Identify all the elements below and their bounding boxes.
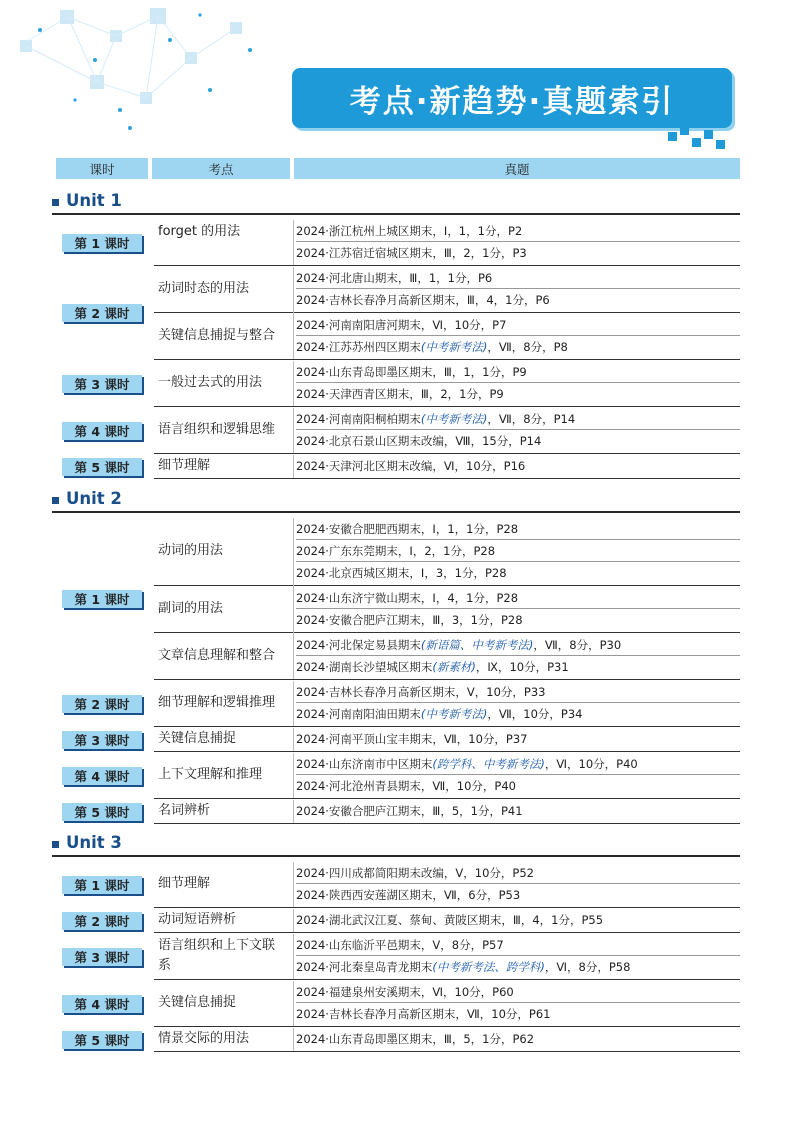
- lesson-badge: 第 3 课时: [62, 375, 142, 393]
- key-point: 名词辨析: [158, 803, 211, 818]
- lesson-badge: 第 2 课时: [62, 912, 142, 930]
- column-divider: [293, 518, 294, 679]
- source-text: ，Ⅶ，10分，P34: [487, 707, 583, 721]
- exam-source: [296, 659, 569, 675]
- source-tag: (中考新考法、跨学科): [432, 960, 545, 974]
- source-text: 2024·江苏苏州四区期末: [296, 340, 421, 354]
- key-point: 动词短语辨析: [158, 912, 237, 927]
- key-point: 细节理解: [158, 458, 211, 473]
- column-header-lesson: 课时: [56, 158, 148, 179]
- row-divider: [296, 241, 740, 242]
- source-tag: (跨学科、中考新考法): [432, 757, 545, 771]
- exam-source: 2024·北京石景山区期末改编，Ⅷ，15分，P14: [296, 434, 542, 448]
- source-text: 2024·河南南阳桐柏期末: [296, 412, 421, 426]
- column-divider: [293, 1028, 294, 1051]
- column-divider: [293, 408, 294, 453]
- point-divider: [154, 478, 740, 479]
- unit-header: [52, 190, 740, 216]
- exam-source: [296, 411, 575, 427]
- source-tag: (新素材): [432, 660, 476, 674]
- key-point: 上下文理解和推理: [158, 767, 263, 782]
- key-point: 副词的用法: [158, 601, 224, 616]
- source-text: 2024·河北秦皇岛青龙期末: [296, 960, 433, 974]
- exam-source: [296, 756, 638, 772]
- lesson-badge: 第 5 课时: [62, 803, 142, 821]
- source-text: ，Ⅵ，10分，P40: [544, 757, 638, 771]
- column-header-source: 真题: [294, 158, 740, 179]
- exam-source: 2024·河北沧州青县期末，Ⅶ，10分，P40: [296, 779, 516, 793]
- decorative-dot-network: [0, 0, 300, 140]
- unit-rule: [52, 855, 740, 857]
- source-text: 2024·湖南长沙望城区期末: [296, 660, 433, 674]
- column-divider: [293, 753, 294, 798]
- column-divider: [293, 681, 294, 726]
- row-divider: [296, 335, 740, 336]
- exam-source: 2024·广东东莞期末，Ⅰ，2，1分，P28: [296, 544, 496, 558]
- exam-source: 2024·吉林长春净月高新区期末，Ⅲ，4，1分，P6: [296, 293, 550, 307]
- key-point: 动词时态的用法: [158, 281, 250, 296]
- source-tag: (中考新考法): [420, 412, 488, 426]
- key-point: 语言组织和逻辑思维: [158, 422, 276, 437]
- column-divider: [293, 220, 294, 265]
- row-divider: [296, 539, 740, 540]
- exam-source: [296, 339, 568, 355]
- exam-source: 2024·河南平顶山宝丰期末，Ⅶ，10分，P37: [296, 732, 528, 746]
- exam-source: 2024·山东临沂平邑期末，Ⅴ，8分，P57: [296, 938, 504, 952]
- key-point: 细节理解: [158, 876, 211, 891]
- column-divider: [293, 267, 294, 359]
- point-divider: [154, 632, 740, 633]
- exam-source: 2024·天津河北区期末改编，Ⅵ，10分，P16: [296, 459, 526, 473]
- exam-source: 2024·安徽合肥庐江期末，Ⅲ，5，1分，P41: [296, 804, 523, 818]
- column-divider: [293, 934, 294, 979]
- exam-source: 2024·河南南阳唐河期末，Ⅵ，10分，P7: [296, 318, 507, 332]
- key-point: 动词的用法: [158, 543, 224, 558]
- column-divider: [293, 800, 294, 823]
- row-divider: [296, 1002, 740, 1003]
- row-divider: [296, 382, 740, 383]
- row-divider: [296, 655, 740, 656]
- source-text: ，Ⅶ，8分，P8: [487, 340, 568, 354]
- lesson-badge: 第 5 课时: [62, 458, 142, 476]
- exam-source: 2024·浙江杭州上城区期末，Ⅰ，1，1分，P2: [296, 224, 523, 238]
- key-point: 一般过去式的用法: [158, 375, 263, 390]
- source-text: ，Ⅸ，10分，P31: [475, 660, 569, 674]
- lesson-badge: 第 3 课时: [62, 948, 142, 966]
- lesson-badge: 第 4 课时: [62, 995, 142, 1013]
- point-divider: [154, 265, 740, 266]
- row-divider: [296, 429, 740, 430]
- column-divider: [293, 981, 294, 1026]
- point-divider: [154, 453, 740, 454]
- row-divider: [296, 288, 740, 289]
- unit-marker-icon: [52, 841, 59, 848]
- exam-source: [296, 959, 630, 975]
- lesson-badge: 第 2 课时: [62, 304, 142, 322]
- key-point: 关键信息捕捉: [158, 995, 237, 1010]
- key-point: 文章信息理解和整合: [158, 648, 276, 663]
- point-divider: [154, 751, 740, 752]
- column-divider: [293, 455, 294, 478]
- source-text: 2024·河南南阳油田期末: [296, 707, 421, 721]
- key-point: 细节理解和逻辑推理: [158, 695, 276, 710]
- row-divider: [296, 774, 740, 775]
- unit-rule: [52, 511, 740, 513]
- lesson-badge: 第 2 课时: [62, 695, 142, 713]
- key-point: 关键信息捕捉与整合: [158, 328, 276, 343]
- exam-source: 2024·河北唐山期末，Ⅲ，1，1分，P6: [296, 271, 493, 285]
- source-tag: (中考新考法): [420, 707, 488, 721]
- unit-header: [52, 488, 740, 514]
- unit-marker-icon: [52, 497, 59, 504]
- exam-source: 2024·福建泉州安溪期末，Ⅵ，10分，P60: [296, 985, 514, 999]
- column-divider: [293, 909, 294, 932]
- source-text: 2024·河北保定易县期末: [296, 638, 421, 652]
- key-point: 情景交际的用法: [158, 1031, 250, 1046]
- exam-source: 2024·安徽合肥庐江期末，Ⅲ，3，1分，P28: [296, 613, 523, 627]
- exam-source: 2024·安徽合肥肥西期末，Ⅰ，1，1分，P28: [296, 522, 519, 536]
- exam-source: [296, 706, 582, 722]
- lesson-badge: 第 4 课时: [62, 767, 142, 785]
- exam-source: 2024·北京西城区期末，Ⅰ，3，1分，P28: [296, 566, 507, 580]
- exam-source: 2024·山东济宁微山期末，Ⅰ，4，1分，P28: [296, 591, 519, 605]
- unit-label: Unit 2: [66, 489, 122, 508]
- point-divider: [154, 406, 740, 407]
- source-text: ，Ⅶ，8分，P14: [487, 412, 576, 426]
- point-divider: [154, 585, 740, 586]
- lesson-badge: 第 4 课时: [62, 422, 142, 440]
- key-point: 关键信息捕捉: [158, 731, 237, 746]
- title-decoration: [668, 126, 728, 150]
- row-divider: [296, 702, 740, 703]
- point-divider: [154, 798, 740, 799]
- column-divider: [293, 862, 294, 907]
- exam-source: 2024·湖北武汉江夏、蔡甸、黄陂区期末，Ⅲ，4，1分，P55: [296, 913, 604, 927]
- exam-source: [296, 637, 621, 653]
- source-tag: (中考新考法): [420, 340, 488, 354]
- key-point: forget 的用法: [158, 224, 241, 239]
- point-divider: [154, 679, 740, 680]
- point-divider: [154, 907, 740, 908]
- column-divider: [293, 361, 294, 406]
- point-divider: [154, 1051, 740, 1052]
- row-divider: [296, 883, 740, 884]
- exam-source: 2024·吉林长春净月高新区期末，Ⅴ，10分，P33: [296, 685, 546, 699]
- unit-label: Unit 1: [66, 191, 122, 210]
- point-divider: [154, 823, 740, 824]
- point-divider: [154, 1026, 740, 1027]
- exam-source: 2024·天津西青区期末，Ⅲ，2，1分，P9: [296, 387, 504, 401]
- exam-source: 2024·吉林长春净月高新区期末，Ⅶ，10分，P61: [296, 1007, 551, 1021]
- lesson-badge: 第 5 课时: [62, 1031, 142, 1049]
- lesson-badge: 第 1 课时: [62, 590, 142, 608]
- point-divider: [154, 932, 740, 933]
- exam-source: 2024·四川成都简阳期末改编，Ⅴ，10分，P52: [296, 866, 534, 880]
- lesson-badge: 第 1 课时: [62, 234, 142, 252]
- point-divider: [154, 359, 740, 360]
- exam-source: 2024·山东青岛即墨区期末，Ⅲ，1，1分，P9: [296, 365, 527, 379]
- point-divider: [154, 979, 740, 980]
- unit-header: [52, 832, 740, 858]
- point-divider: [154, 312, 740, 313]
- source-text: ，Ⅶ，8分，P30: [533, 638, 622, 652]
- row-divider: [296, 955, 740, 956]
- row-divider: [296, 608, 740, 609]
- exam-source: 2024·山东青岛即墨区期末，Ⅲ，5，1分，P62: [296, 1032, 535, 1046]
- source-tag: (新语篇、中考新考法): [420, 638, 534, 652]
- point-divider: [154, 726, 740, 727]
- column-divider: [293, 728, 294, 751]
- lesson-badge: 第 3 课时: [62, 731, 142, 749]
- source-text: ，Ⅵ，8分，P58: [544, 960, 631, 974]
- column-header-point: 考点: [152, 158, 290, 179]
- unit-marker-icon: [52, 199, 59, 206]
- row-divider: [296, 561, 740, 562]
- exam-source: 2024·江苏宿迁宿城区期末，Ⅲ，2，1分，P3: [296, 246, 527, 260]
- unit-label: Unit 3: [66, 833, 122, 852]
- lesson-badge: 第 1 课时: [62, 876, 142, 894]
- source-text: 2024·山东济南市中区期末: [296, 757, 433, 771]
- key-point: 语言组织和上下文联系: [158, 938, 276, 973]
- page-title: 考点·新趋势·真题索引: [292, 68, 732, 128]
- unit-rule: [52, 213, 740, 215]
- exam-source: 2024·陕西西安莲湖区期末，Ⅶ，6分，P53: [296, 888, 521, 902]
